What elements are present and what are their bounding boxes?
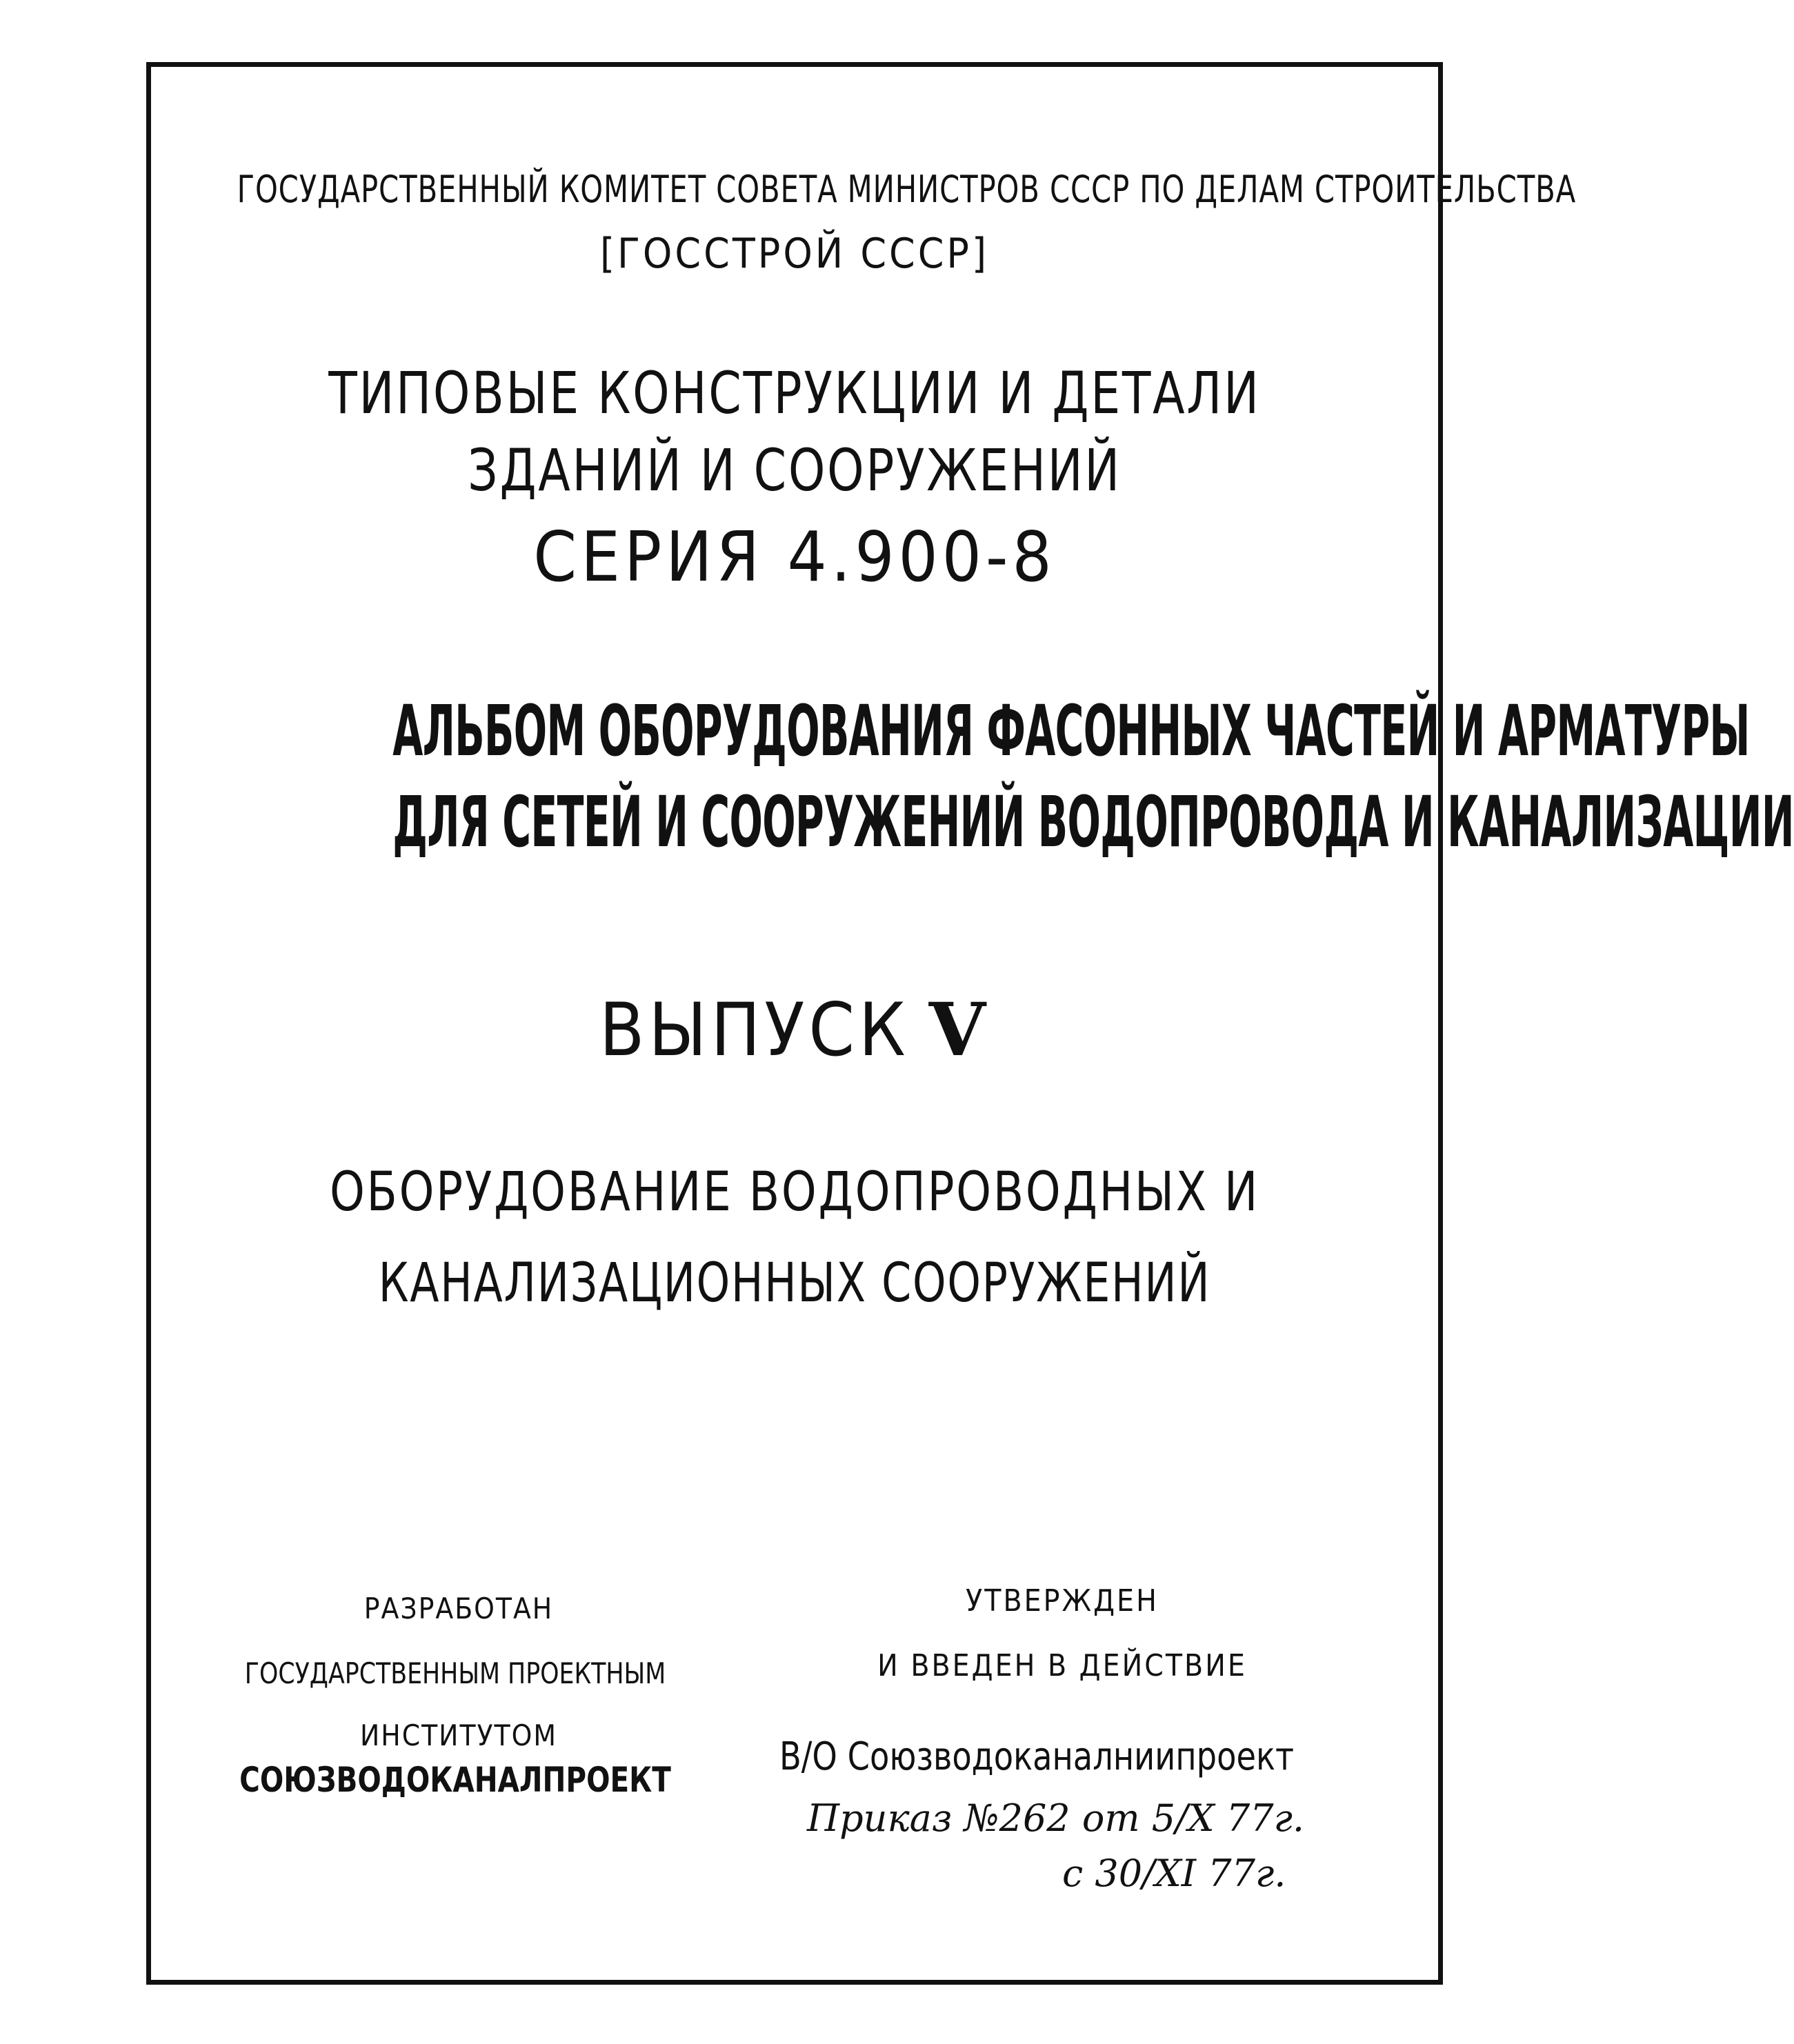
series-number: СЕРИЯ 4.900-8 — [533, 517, 1056, 597]
typical-designs-line1: ТИПОВЫЕ КОНСТРУКЦИИ И ДЕТАЛИ — [328, 359, 1261, 427]
developed-by-line2: ГОСУДАРСТВЕННЫМ ПРОЕКТНЫМ — [244, 1656, 666, 1690]
typical-designs-line2: ЗДАНИЙ И СООРУЖЕНИЙ — [468, 437, 1122, 504]
effective-date-handwritten: с 30/XI 77г. — [1062, 1852, 1286, 1895]
developed-by-line3: ИНСТИТУТОМ — [360, 1719, 557, 1752]
issue-number: V — [928, 986, 990, 1072]
issue-word: ВЫПУСК — [599, 988, 910, 1072]
order-handwritten: Приказ №262 от 5/X 77г. — [807, 1796, 1305, 1840]
approving-organization: В/О Союзводоканалниипроект — [779, 1734, 1294, 1779]
approved-line2: И ВВЕДЕН В ДЕЙСТВИЕ — [877, 1648, 1247, 1683]
gosstroy-heading: [ГОССТРОЙ СССР] — [599, 230, 990, 278]
issue-heading — [146, 986, 1443, 1072]
issue-subject-line1: ОБОРУДОВАНИЕ ВОДОПРОВОДНЫХ И — [329, 1161, 1260, 1223]
issue-subject-line2: КАНАЛИЗАЦИОННЫХ СООРУЖЕНИЙ — [378, 1252, 1211, 1314]
album-title-line2: ДЛЯ СЕТЕЙ И СООРУЖЕНИЙ ВОДОПРОВОДА И КАНАЛИЗАЦИИ — [392, 781, 1794, 863]
developed-by-label: РАЗРАБОТАН — [363, 1592, 554, 1625]
ministry-heading: ГОСУДАРСТВЕННЫЙ КОМИТЕТ СОВЕТА МИНИСТРОВ СССР ПО ДЕЛАМ СТРОИТЕЛЬСТВА — [237, 168, 1577, 211]
developer-institute: СОЮЗВОДОКАНАЛПРОЕКТ — [239, 1760, 671, 1800]
album-title-line1: АЛЬБОМ ОБОРУДОВАНИЯ ФАСОННЫХ ЧАСТЕЙ И АРМАТУРЫ — [392, 690, 1750, 772]
approved-label: УТВЕРЖДЕН — [966, 1583, 1159, 1619]
